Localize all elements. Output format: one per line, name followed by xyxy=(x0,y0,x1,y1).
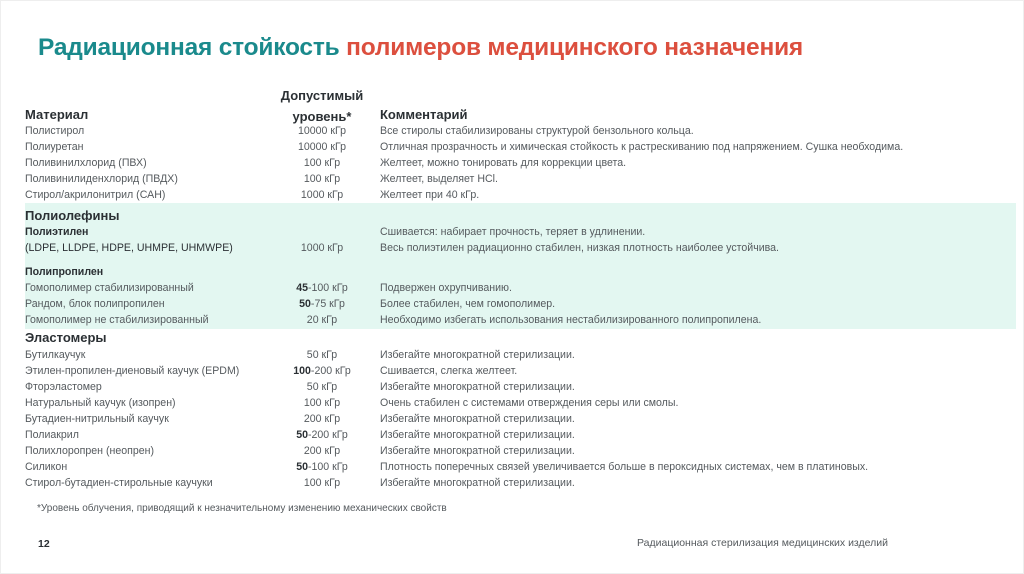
level-cell: 10000 кГр xyxy=(297,125,347,137)
level-cell: 200 кГр xyxy=(303,445,341,457)
comment-cell: Избегайте многократной стерилизации. xyxy=(380,477,575,489)
column-header-comment: Комментарий xyxy=(380,107,468,122)
comment-cell: Более стабилен, чем гомополимер. xyxy=(380,298,556,310)
column-header-level xyxy=(262,85,382,127)
material-cell: Поливинилхлорид (ПВХ) xyxy=(25,157,147,169)
comment-cell: Весь полиэтилен радиационно стабилен, низкая плотность наиболее устойчива. xyxy=(380,242,779,254)
page-number: 12 xyxy=(38,538,50,550)
comment-cell: Избегайте многократной стерилизации. xyxy=(380,349,575,361)
material-cell: Гомополимер стабилизированный xyxy=(25,282,194,294)
level-cell: 100 кГр xyxy=(303,157,341,169)
material-cell: Поливинилиденхлорид (ПВДХ) xyxy=(25,173,178,185)
level-cell: 10000 кГр xyxy=(297,141,347,153)
table-row xyxy=(0,395,1024,411)
comment-cell: Сшивается, слегка желтеет. xyxy=(380,365,518,377)
level-cell: 50-200 кГр xyxy=(296,429,348,441)
table-row xyxy=(0,443,1024,459)
title-part-red: полимеров медицинского назначения xyxy=(346,34,804,61)
comment-cell: Отличная прозрачность и химическая стойкость к растрескиванию под напряжением. Сушка необходима. xyxy=(380,141,904,153)
table-row xyxy=(0,187,1024,203)
level-cell: 100 кГр xyxy=(303,397,341,409)
section-title-polyolefins: Полиолефины xyxy=(25,208,120,223)
material-cell: Гомополимер не стабилизированный xyxy=(25,314,209,326)
table-row xyxy=(0,280,1024,296)
comment-cell: Очень стабилен с системами отверждения серы или смолы. xyxy=(380,397,679,409)
level-cell: 1000 кГр xyxy=(300,189,344,201)
material-cell: Полистирол xyxy=(25,125,85,137)
level-cell: 100-200 кГр xyxy=(293,365,351,377)
table-row xyxy=(0,123,1024,139)
table-row xyxy=(0,475,1024,491)
table-row xyxy=(0,139,1024,155)
table-row xyxy=(0,363,1024,379)
table-row-polyethylene xyxy=(0,240,1024,256)
comment-cell: Желтеет при 40 кГр. xyxy=(380,189,480,201)
slide-title xyxy=(38,34,803,62)
level-cell: 50 кГр xyxy=(306,349,338,361)
comment-cell: Плотность поперечных связей увеличивается больше в пероксидных системах, чем в платиновых. xyxy=(380,461,869,473)
subsection-title-polyethylene: Полиэтилен xyxy=(25,226,89,238)
table-row xyxy=(0,155,1024,171)
table-row xyxy=(0,347,1024,363)
comment-cell: Сшивается: набирает прочность, теряет в удлинении. xyxy=(380,226,646,238)
comment-cell: Избегайте многократной стерилизации. xyxy=(380,445,575,457)
material-cell: Полиуретан xyxy=(25,141,84,153)
level-cell: 50-75 кГр xyxy=(299,298,345,310)
level-cell: 20 кГр xyxy=(306,314,338,326)
section-title-elastomers: Эластомеры xyxy=(25,330,107,345)
level-cell: 45-100 кГр xyxy=(296,282,348,294)
material-cell: Стирол/акрилонитрил (САН) xyxy=(25,189,166,201)
table-row xyxy=(0,296,1024,312)
comment-cell: Избегайте многократной стерилизации. xyxy=(380,381,575,393)
table-row xyxy=(0,379,1024,395)
table-row-polyethylene-title xyxy=(0,224,1024,240)
footer-presentation-title: Радиационная стерилизация медицинских изделий xyxy=(637,537,888,549)
comment-cell: Все стиролы стабилизированы структурой бензольного кольца. xyxy=(380,125,694,137)
material-cell: (LDPE, LLDPE, HDPE, UHMPE, UHMWPE) xyxy=(25,242,233,254)
material-cell: Бутилкаучук xyxy=(25,349,86,361)
subsection-title-polypropylene: Полипропилен xyxy=(25,266,104,278)
table-row xyxy=(0,171,1024,187)
level-cell: 50-100 кГр xyxy=(296,461,348,473)
comment-cell: Желтеет, можно тонировать для коррекции цвета. xyxy=(380,157,627,169)
table-row xyxy=(0,459,1024,475)
comment-cell: Избегайте многократной стерилизации. xyxy=(380,429,575,441)
comment-cell: Избегайте многократной стерилизации. xyxy=(380,413,575,425)
material-cell: Бутадиен-нитрильный каучук xyxy=(25,413,169,425)
table-row xyxy=(0,427,1024,443)
level-cell: 100 кГр xyxy=(303,477,341,489)
material-cell: Силикон xyxy=(25,461,68,473)
level-cell: 100 кГр xyxy=(303,173,341,185)
material-cell: Рандом, блок полипропилен xyxy=(25,298,165,310)
title-part-teal: Радиационная стойкость xyxy=(38,34,340,61)
material-cell: Этилен-пропилен-диеновый каучук (EPDM) xyxy=(25,365,240,377)
material-cell: Фторэластомер xyxy=(25,381,102,393)
column-header-material: Материал xyxy=(25,107,89,122)
comment-cell: Необходимо избегать использования нестабилизированного полипропилена. xyxy=(380,314,762,326)
column-header-level-line1: Допустимый xyxy=(280,88,364,103)
material-cell: Полихлоропрен (неопрен) xyxy=(25,445,155,457)
level-cell: 1000 кГр xyxy=(300,242,344,254)
comment-cell: Желтеет, выделяет HCl. xyxy=(380,173,498,185)
table-row xyxy=(0,312,1024,328)
column-header-level-line2: уровень* xyxy=(292,109,352,124)
material-cell: Полиакрил xyxy=(25,429,79,441)
level-cell: 50 кГр xyxy=(306,381,338,393)
table-row xyxy=(0,411,1024,427)
level-cell: 200 кГр xyxy=(303,413,341,425)
comment-cell: Подвержен охрупчиванию. xyxy=(380,282,512,294)
material-cell: Натуральный каучук (изопрен) xyxy=(25,397,176,409)
footnote: *Уровень облучения, приводящий к незначительному изменению механических свойств xyxy=(37,503,447,514)
material-cell: Стирол-бутадиен-стирольные каучуки xyxy=(25,477,213,489)
